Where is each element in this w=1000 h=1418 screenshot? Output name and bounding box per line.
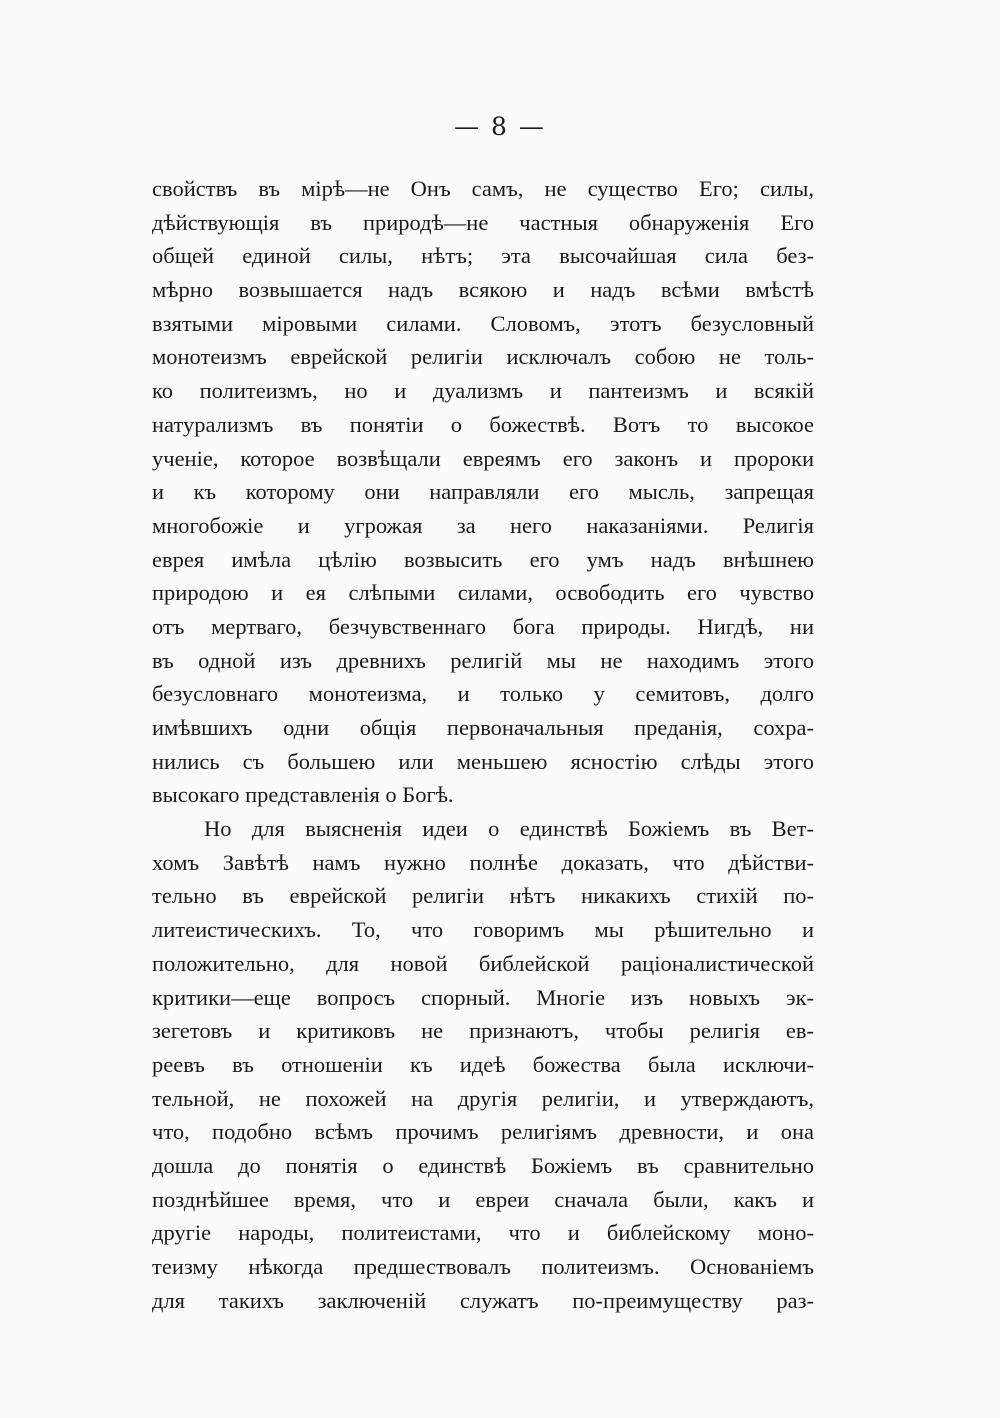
text-line: взятыми міровыми силами. Словомъ, этотъ безусловный xyxy=(152,310,814,336)
text-line: литеистическихъ. То, что говоримъ мы рѣшительно и xyxy=(152,917,814,943)
text-line: имѣвшихъ одни общія первоначальныя преданія, сохра- xyxy=(152,715,814,740)
text-line: позднѣйшее время, что и евреи сначала были, какъ и xyxy=(152,1186,814,1212)
text-line: что, подобно всѣмъ прочимъ религіямъ древности, и она xyxy=(152,1119,814,1145)
text-line: отъ мертваго, безчувственнаго бога природы. Нигдѣ, ни xyxy=(152,613,814,639)
paragraph-2 xyxy=(152,812,814,1317)
text-line: Но для выясненія идеи о единствѣ Божіемъ въ Вет- xyxy=(204,816,814,842)
text-line: реевъ въ отношеніи къ идеѣ божества была исключи- xyxy=(152,1051,814,1077)
text-line: другіе народы, политеистами, что и библейскому моно- xyxy=(152,1220,814,1246)
text-line: теизму нѣкогда предшествовалъ политеизмъ. Основаніемъ xyxy=(152,1254,814,1279)
text-line: натурализмъ въ понятіи о божествѣ. Вотъ то высокое xyxy=(152,411,814,437)
page-number: — 8 — xyxy=(454,112,546,141)
text-line: ко политеизмъ, но и дуализмъ и пантеизмъ и всякій xyxy=(152,378,814,404)
text-line: дѣйствующія въ природѣ—не частныя обнаруженія Его xyxy=(152,209,814,235)
text-line: еврея имѣла цѣлію возвысить его умъ надъ внѣшнею xyxy=(152,546,814,572)
page-text xyxy=(152,172,814,1317)
text-line: безусловнаго монотеизма, и только у семитовъ, долго xyxy=(152,681,814,707)
text-line: монотеизмъ еврейской религіи исключалъ собою не толь- xyxy=(152,344,814,370)
text-line: нились съ большею или меньшею ясностію слѣды этого xyxy=(152,748,814,774)
text-line: тельно въ еврейской религіи нѣтъ никакихъ стихій по- xyxy=(152,883,814,909)
text-line: критики—еще вопросъ спорный. Многіе изъ новыхъ эк- xyxy=(152,984,814,1010)
text-line: положительно, для новой библейской раціоналистической xyxy=(152,950,814,976)
paragraph-1 xyxy=(152,172,814,812)
text-line: общей единой силы, нѣтъ; эта высочайшая сила без- xyxy=(152,243,814,269)
text-line: свойствъ въ мірѣ—не Онъ самъ, не существо Его; силы, xyxy=(152,176,814,201)
text-line: въ одной изъ древнихъ религій мы не находимъ этого xyxy=(152,647,814,673)
text-line: тельной, не похожей на другія религіи, и утверждаютъ, xyxy=(152,1085,814,1111)
text-line: природою и ея слѣпыми силами, освободить его чувство xyxy=(152,580,814,606)
text-line: высокаго представленія о Богѣ. xyxy=(152,782,454,808)
text-line: зегетовъ и критиковъ не признаютъ, чтобы религія ев- xyxy=(152,1018,814,1044)
text-line: хомъ Завѣтѣ намъ нужно полнѣе доказать, что дѣйстви- xyxy=(152,849,814,875)
text-line: дошла до понятія о единствѣ Божіемъ въ сравнительно xyxy=(152,1152,814,1178)
text-line: многобожіе и угрожая за него наказаніями. Религія xyxy=(152,512,814,538)
text-line: мѣрно возвышается надъ всякою и надъ всѣми вмѣстѣ xyxy=(152,277,814,303)
text-line: для такихъ заключеній служатъ по-преимуществу раз- xyxy=(152,1287,814,1313)
text-line: и къ которому они направляли его мысль, запрещая xyxy=(152,479,814,505)
text-line: ученіе, которое возвѣщали евреямъ его законъ и пророки xyxy=(152,445,814,471)
